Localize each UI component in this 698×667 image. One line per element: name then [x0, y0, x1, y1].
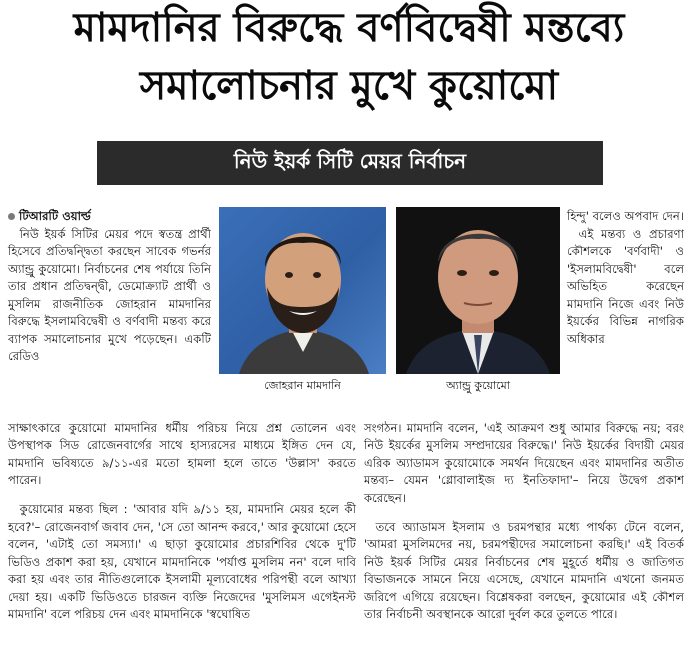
article-body	[8, 408, 684, 666]
paragraph: কুয়োমোর মন্তব্য ছিল : 'আবার যদি ৯/১১ হয়, মামদানি মেয়র হলে কী হবে?'– রোজেনবার্গ জবাব দেন, 'সে তো আনন্দ করবে,' আর কুয়োমো হেসে বলেন, 'এটাই তো সমস্যা।' এ ছাড়া কুয়োমোর প্রচারশিবির থেকে দু'টি ভিডিও প্রকাশ করা হয়, যেখানে মামদানিকে 'পর্যাপ্ত মুসলিম নন' বলে দাবি করা হয় এবং তার নীতিগুলোকে ইসলামী মূল্যবোধের পরিপন্থী বলে আখ্যা দেয়া হয়। একটি ভিডিওতে চারজন ব্যক্তি নিজেদের 'মুসলিমস এগেইনস্ট মামদানি' বলে পরিচয় দেন এবং মামদানিকে 'স্বঘোষিত	[8, 502, 356, 622]
article-column-lower-left	[8, 408, 356, 635]
headline-line-1: মামদানির বিরুদ্ধে বর্ণবিদ্বেষী মন্তব্যে	[73, 5, 625, 51]
paragraph: নিউ ইয়র্ক সিটির মেয়র পদে স্বতন্ত্র প্রার্থী হিসেবে প্রতিদ্বন্দ্বিতা করছেন সাবেক গভর্নর অ্যান্ড্রু কুয়োমো। নির্বাচনের শেষ পর্যায়ে তিনি তার প্রধান প্রতিদ্বন্দ্বী, ডেমোক্র্যাট প্রার্থী ও মুসলিম রাজনীতিক জোহরান মামদানির বিরুদ্ধে ইসলামবিদ্বেষী ও বর্ণবাদী মন্তব্য করে ব্যাপক সমালোচনার মুখে পড়েছেন। একটি রেডিও	[8, 226, 211, 363]
headline-line-2: সমালোচনার মুখে কুয়োমো	[139, 63, 559, 109]
section-banner: নিউ ইয়র্ক সিটি মেয়র নির্বাচন	[97, 141, 603, 185]
paragraph: হিন্দু' বলেও অপবাদ দেন।	[567, 209, 684, 223]
photo-caption: জোহরান মামদানি	[264, 379, 341, 392]
paragraph: তবে অ্যাডামস ইসলাম ও চরমপন্থার মধ্যে পার্থক্য টেনে বলেন, 'আমরা মুসলিমদের নয়, চরমপন্থীদের সমালোচনা করছি।' এই বিতর্ক নিউ ইয়র্ক সিটির মেয়র নির্বাচনের শেষ মুহূর্তে ধর্মীয় ও জাতিগত বিভাজনকে সামনে নিয়ে এসেছে, যেখানে মামদানি এখনো জনমত জরিপে এগিয়ে রয়েছেন। বিশ্লেষকরা বলছেন, কুয়োমোর এই কৌশল তার নির্বাচনী অবস্থানকে আরো দুর্বল করে তুলতে পারে।	[364, 519, 684, 622]
bullet-icon	[8, 213, 15, 220]
article-column-right	[567, 208, 684, 348]
portrait-cuomo	[396, 207, 560, 374]
paragraph: সাক্ষাৎকারে কুয়োমো মামদানির ধর্মীয় পরিচয় নিয়ে প্রশ্ন তোলেন এবং উপস্থাপক সিড রোজেনবার্গের সাথে হাস্যরসের মাধ্যমে ইঙ্গিত দেন যে, মামদানি ভবিষ্যতে ৯/১১-এর মতো হামলা হলে তাতে 'উল্লাস' করতে পারেন।	[8, 420, 356, 488]
portrait-mamdani	[219, 207, 386, 374]
photo-andrew-cuomo	[396, 207, 560, 374]
paragraph: এই মন্তব্য ও প্রচারণা কৌশলকে 'বর্ণবাদী' ও 'ইসলামবিদ্বেষী' বলে অভিহিত করেছেন মামদানি নিজে এবং নিউ ইয়র্কের বিভিন্ন নাগরিক অধিকার	[567, 226, 684, 346]
article-column-left	[8, 208, 211, 366]
photo-zohran-mamdani	[219, 207, 386, 374]
byline-text: টিআরটি ওয়ার্ল্ড	[19, 209, 91, 223]
photo-caption: অ্যান্ড্রু কুয়োমো	[446, 379, 510, 392]
headline	[0, 0, 698, 114]
article-column-lower-right	[364, 408, 684, 635]
byline	[8, 208, 211, 226]
paragraph: সংগঠন। মামদানি বলেন, 'এই আক্রমণ শুধু আমার বিরুদ্ধে নয়; বরং নিউ ইয়র্কের মুসলিম সম্প্রদায়ের বিরুদ্ধে।' নিউ ইয়র্কের বিদায়ী মেয়র এরিক অ্যাডামস কুয়োমোকে সমর্থন দিয়েছেন এবং মামদানির অতীত মন্তব্য– যেমন 'গ্লোবালাইজ দ্য ইনতিফাদা'– নিয়ে উদ্বেগ প্রকাশ করেছেন।	[364, 420, 684, 505]
